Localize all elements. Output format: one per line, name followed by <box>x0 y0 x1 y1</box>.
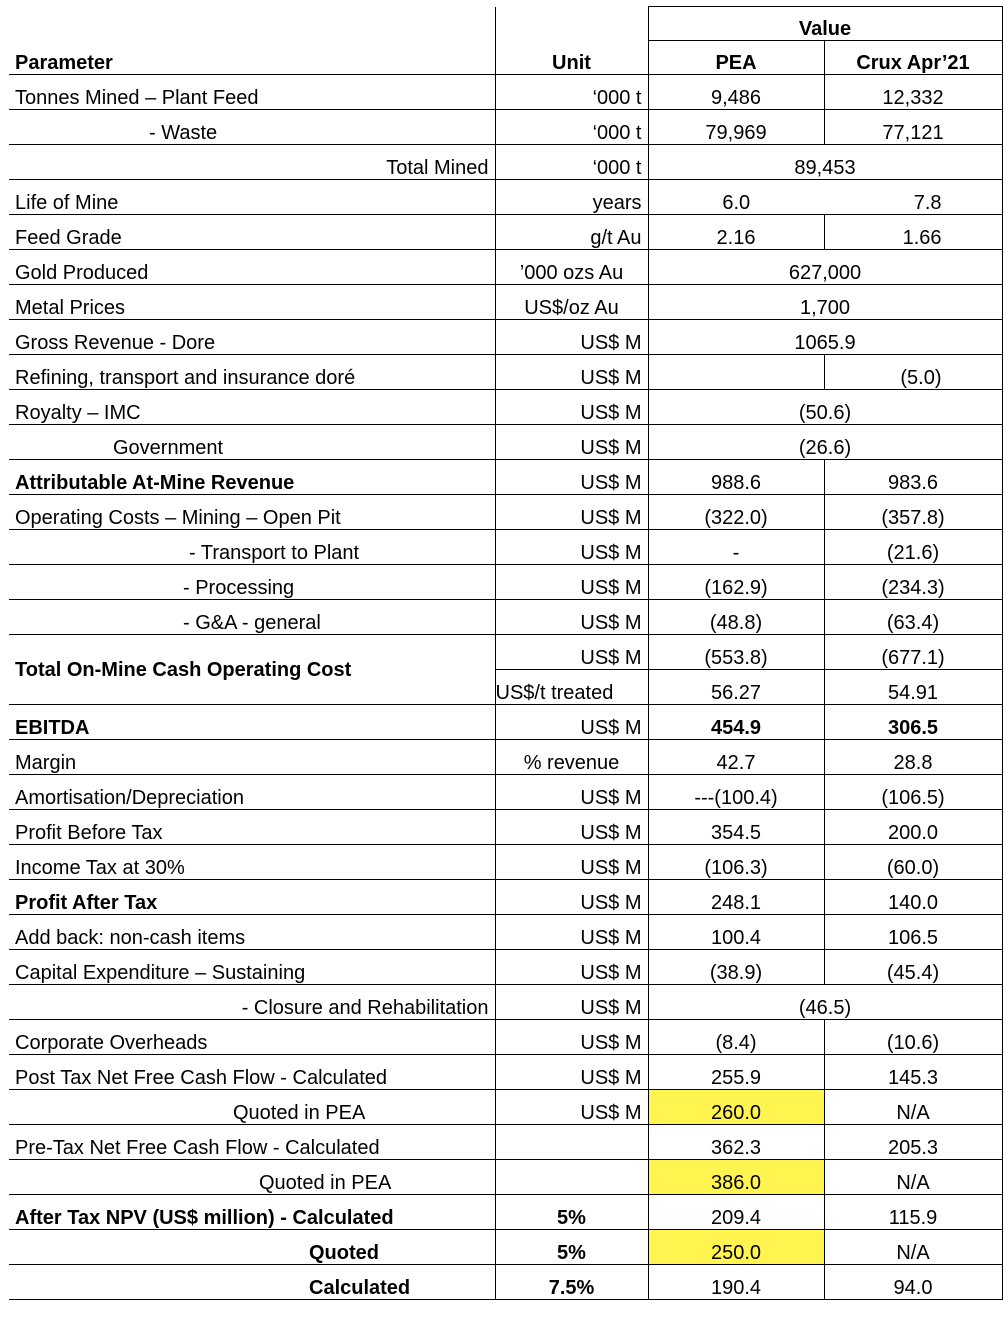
row-pea-highlighted: 386.0 <box>648 1160 824 1195</box>
row-pea: 988.6 <box>648 460 824 495</box>
table-row <box>9 250 1002 285</box>
row-unit: US$ M <box>495 495 648 530</box>
row-unit: ‘000 t <box>495 145 648 180</box>
table-row <box>9 460 1002 495</box>
row-unit: US$ M <box>495 1090 648 1125</box>
table-row <box>9 1160 1002 1195</box>
row-unit: US$ M <box>495 355 648 390</box>
row-crux: 106.5 <box>824 915 1002 950</box>
table-row <box>9 600 1002 635</box>
header-row-2 <box>9 41 1002 75</box>
table-row <box>9 1055 1002 1090</box>
table-row <box>9 845 1002 880</box>
table-row <box>9 530 1002 565</box>
row-unit: % revenue <box>495 740 648 775</box>
row-unit-secondary: US$/t treated <box>495 670 648 705</box>
table-row <box>9 75 1002 110</box>
row-pea: 79,969 <box>648 110 824 145</box>
row-label: Income Tax at 30% <box>9 845 495 880</box>
row-unit: US$ M <box>495 950 648 985</box>
row-crux: (10.6) <box>824 1020 1002 1055</box>
value-header: Value <box>648 7 1002 41</box>
row-label: Royalty – IMC <box>9 390 495 425</box>
pea-header: PEA <box>648 41 824 75</box>
table-row <box>9 985 1002 1020</box>
row-crux: 94.0 <box>824 1265 1002 1300</box>
row-label: Tonnes Mined – Plant Feed <box>9 75 495 110</box>
row-label: Calculated <box>9 1265 495 1300</box>
row-pea: ---(100.4) <box>648 775 824 810</box>
row-crux: 983.6 <box>824 460 1002 495</box>
row-merged: 1065.9 <box>648 320 1002 355</box>
row-pea: (38.9) <box>648 950 824 985</box>
row-unit: US$ M <box>495 600 648 635</box>
row-pea: 454.9 <box>648 705 824 740</box>
row-unit: US$ M <box>495 1020 648 1055</box>
row-unit: US$/oz Au <box>495 285 648 320</box>
row-unit: US$ M <box>495 390 648 425</box>
row-label: Gold Produced <box>9 250 495 285</box>
row-pea: 6.0 <box>648 180 824 215</box>
row-unit <box>495 1160 648 1195</box>
header-row-1 <box>9 7 1002 41</box>
row-pea: 100.4 <box>648 915 824 950</box>
row-unit: US$ M <box>495 320 648 355</box>
row-crux: (45.4) <box>824 950 1002 985</box>
table-row <box>9 215 1002 250</box>
row-pea: (322.0) <box>648 495 824 530</box>
table-row <box>9 1230 1002 1265</box>
row-crux: 12,332 <box>824 75 1002 110</box>
row-label: Amortisation/Depreciation <box>9 775 495 810</box>
row-crux-secondary: 54.91 <box>824 670 1002 705</box>
row-crux: (21.6) <box>824 530 1002 565</box>
row-unit: US$ M <box>495 530 648 565</box>
row-label: Feed Grade <box>9 215 495 250</box>
row-label: Quoted <box>9 1230 495 1265</box>
row-label: Life of Mine <box>9 180 495 215</box>
row-crux: N/A <box>824 1160 1002 1195</box>
row-crux: 7.8 <box>824 180 1002 215</box>
row-pea: (553.8) <box>648 635 824 670</box>
row-crux: 28.8 <box>824 740 1002 775</box>
table-row <box>9 880 1002 915</box>
table-row <box>9 810 1002 845</box>
row-pea <box>648 355 824 390</box>
row-unit: US$ M <box>495 985 648 1020</box>
financial-comparison-table <box>9 6 1003 1300</box>
row-label: After Tax NPV (US$ million) - Calculated <box>9 1195 495 1230</box>
row-merged: (50.6) <box>648 390 1002 425</box>
row-merged: (46.5) <box>648 985 1002 1020</box>
table-row <box>9 1125 1002 1160</box>
row-label: Add back: non-cash items <box>9 915 495 950</box>
row-pea-highlighted: 260.0 <box>648 1090 824 1125</box>
row-unit: US$ M <box>495 425 648 460</box>
row-pea: 190.4 <box>648 1265 824 1300</box>
row-pea-highlighted: 250.0 <box>648 1230 824 1265</box>
row-crux: 200.0 <box>824 810 1002 845</box>
row-label: Attributable At-Mine Revenue <box>9 460 495 495</box>
row-label: Capital Expenditure – Sustaining <box>9 950 495 985</box>
row-crux: 140.0 <box>824 880 1002 915</box>
row-pea: 248.1 <box>648 880 824 915</box>
row-label: Post Tax Net Free Cash Flow - Calculated <box>9 1055 495 1090</box>
row-crux: (357.8) <box>824 495 1002 530</box>
row-unit: ’000 ozs Au <box>495 250 648 285</box>
row-unit: ‘000 t <box>495 75 648 110</box>
row-crux: 205.3 <box>824 1125 1002 1160</box>
row-crux: (106.5) <box>824 775 1002 810</box>
table-row <box>9 425 1002 460</box>
row-crux: 306.5 <box>824 705 1002 740</box>
table-row <box>9 915 1002 950</box>
row-crux: N/A <box>824 1230 1002 1265</box>
row-label: - Processing <box>9 565 495 600</box>
row-label: Profit After Tax <box>9 880 495 915</box>
row-label: - G&A - general <box>9 600 495 635</box>
table-row <box>9 495 1002 530</box>
row-pea: 354.5 <box>648 810 824 845</box>
row-pea: (162.9) <box>648 565 824 600</box>
unit-header: Unit <box>495 41 648 75</box>
row-unit: US$ M <box>495 705 648 740</box>
row-label: Margin <box>9 740 495 775</box>
table-row <box>9 285 1002 320</box>
row-label: Total On-Mine Cash Operating Cost <box>9 635 495 705</box>
row-crux: (677.1) <box>824 635 1002 670</box>
row-label: Metal Prices <box>9 285 495 320</box>
row-merged: 627,000 <box>648 250 1002 285</box>
row-label: Gross Revenue - Dore <box>9 320 495 355</box>
row-pea: 255.9 <box>648 1055 824 1090</box>
row-crux: 77,121 <box>824 110 1002 145</box>
row-pea: 2.16 <box>648 215 824 250</box>
table-row <box>9 145 1002 180</box>
row-label: Quoted in PEA <box>9 1090 495 1125</box>
row-pea: - <box>648 530 824 565</box>
table-row <box>9 1090 1002 1125</box>
table-row <box>9 180 1002 215</box>
row-unit: US$ M <box>495 565 648 600</box>
row-pea: 209.4 <box>648 1195 824 1230</box>
row-unit: US$ M <box>495 775 648 810</box>
table-row <box>9 740 1002 775</box>
table-row <box>9 950 1002 985</box>
row-crux: 1.66 <box>824 215 1002 250</box>
row-merged: 89,453 <box>648 145 1002 180</box>
table-row <box>9 635 1002 670</box>
row-unit: 7.5% <box>495 1265 648 1300</box>
row-label: Operating Costs – Mining – Open Pit <box>9 495 495 530</box>
row-merged: (26.6) <box>648 425 1002 460</box>
row-label: - Waste <box>9 110 495 145</box>
table-row <box>9 565 1002 600</box>
table-row <box>9 390 1002 425</box>
row-unit: US$ M <box>495 845 648 880</box>
row-pea: (106.3) <box>648 845 824 880</box>
row-crux: (234.3) <box>824 565 1002 600</box>
row-unit <box>495 1125 648 1160</box>
table-row <box>9 1020 1002 1055</box>
row-unit: US$ M <box>495 880 648 915</box>
row-unit: ‘000 t <box>495 110 648 145</box>
row-label: Refining, transport and insurance doré <box>9 355 495 390</box>
table-row <box>9 110 1002 145</box>
table-row <box>9 705 1002 740</box>
row-pea: 362.3 <box>648 1125 824 1160</box>
table-row <box>9 320 1002 355</box>
row-label: Profit Before Tax <box>9 810 495 845</box>
row-unit: 5% <box>495 1195 648 1230</box>
row-crux: 115.9 <box>824 1195 1002 1230</box>
row-crux: 145.3 <box>824 1055 1002 1090</box>
row-unit: US$ M <box>495 1055 648 1090</box>
row-unit: US$ M <box>495 915 648 950</box>
row-crux: (5.0) <box>824 355 1002 390</box>
table-row <box>9 1265 1002 1300</box>
row-label: Quoted in PEA <box>9 1160 495 1195</box>
row-label: Government <box>9 425 495 460</box>
row-unit: years <box>495 180 648 215</box>
row-unit: US$ M <box>495 460 648 495</box>
parameter-header: Parameter <box>9 41 495 75</box>
row-pea: (48.8) <box>648 600 824 635</box>
row-label: Corporate Overheads <box>9 1020 495 1055</box>
row-pea: (8.4) <box>648 1020 824 1055</box>
row-label: Pre-Tax Net Free Cash Flow - Calculated <box>9 1125 495 1160</box>
row-pea-secondary: 56.27 <box>648 670 824 705</box>
table-row <box>9 1195 1002 1230</box>
row-unit: g/t Au <box>495 215 648 250</box>
row-pea: 42.7 <box>648 740 824 775</box>
row-label: - Closure and Rehabilitation <box>9 985 495 1020</box>
row-pea: 9,486 <box>648 75 824 110</box>
row-crux: N/A <box>824 1090 1002 1125</box>
row-merged: 1,700 <box>648 285 1002 320</box>
row-unit: US$ M <box>495 635 648 670</box>
row-label: Total Mined <box>9 145 495 180</box>
row-crux: (60.0) <box>824 845 1002 880</box>
row-unit: US$ M <box>495 810 648 845</box>
table-row <box>9 355 1002 390</box>
row-unit: 5% <box>495 1230 648 1265</box>
crux-header: Crux Apr’21 <box>824 41 1002 75</box>
row-label: EBITDA <box>9 705 495 740</box>
row-label: - Transport to Plant <box>9 530 495 565</box>
table-row <box>9 775 1002 810</box>
row-crux: (63.4) <box>824 600 1002 635</box>
